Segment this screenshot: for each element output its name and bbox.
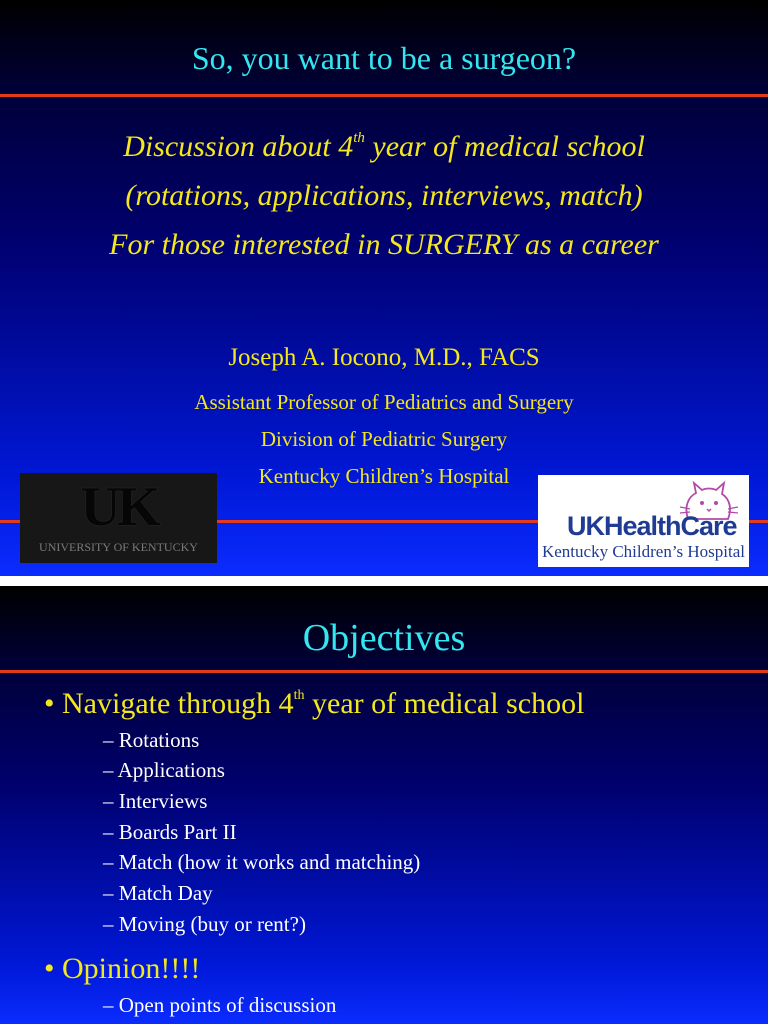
slide-title: So, you want to be a surgeon? [191, 40, 577, 76]
bullet-opinion-text: Opinion!!!! [62, 952, 201, 985]
objectives-slide [0, 586, 768, 1024]
uk-healthcare-logo [538, 475, 749, 567]
subtitle-line-1 [0, 130, 768, 164]
affiliation-division: Division of Pediatric Surgery [260, 427, 508, 451]
list-item-text: Moving (buy or rent?) [118, 912, 306, 936]
list-item-text: Applications [117, 758, 225, 782]
bullet-navigate [44, 687, 584, 721]
list-item: – Open points of discussion [103, 993, 337, 1017]
healthcare-logo-mark: UKHealthCare [567, 511, 737, 541]
list-item: – Match (how it works and matching) [103, 850, 421, 874]
list-item: – Boards Part II [103, 820, 237, 844]
bullet-marker: • [44, 952, 63, 985]
title-divider [0, 670, 768, 673]
affiliation-title: Assistant Professor of Pediatrics and Surgery [194, 390, 574, 414]
title-divider [0, 94, 768, 97]
list-item: – Match Day [103, 881, 213, 905]
affiliation-hospital: Kentucky Children’s Hospital [258, 464, 510, 488]
uk-logo-mark: UK [80, 476, 157, 538]
list-item: – Interviews [103, 789, 208, 813]
healthcare-logo-subtitle: Kentucky Children’s Hospital [541, 542, 746, 561]
list-item-text: Rotations [118, 728, 200, 752]
list-item: – Applications [103, 758, 225, 782]
ordinal-suffix: th [293, 688, 305, 703]
ordinal-suffix: th [353, 130, 365, 146]
university-of-kentucky-logo [20, 473, 217, 563]
subtitle-line-1-text: Discussion about 4 [123, 130, 354, 163]
uk-logo-subtitle: UNIVERSITY OF KENTUCKY [39, 540, 198, 554]
bullet-navigate-rest: year of medical school [304, 687, 585, 720]
list-item-text: Match (how it works and matching) [118, 850, 421, 874]
bullet-navigate-text: Navigate through 4 [62, 687, 294, 720]
author-name: Joseph A. Iocono, M.D., FACS [228, 344, 540, 371]
list-item-text: Interviews [118, 789, 208, 813]
subtitle-line-3: For those interested in SURGERY as a career [109, 228, 659, 261]
list-item-text: Open points of discussion [118, 993, 337, 1017]
subtitle-line-2: (rotations, applications, interviews, match) [125, 179, 643, 212]
bullet-marker: • [44, 687, 63, 720]
bullet-opinion [44, 952, 200, 986]
slide-title: Objectives [302, 617, 466, 659]
subtitle-line-1-rest: year of medical school [364, 130, 645, 163]
list-item-text: Boards Part II [118, 820, 237, 844]
list-item: – Moving (buy or rent?) [103, 912, 306, 936]
list-item-text: Match Day [118, 881, 213, 905]
list-item: – Rotations [103, 728, 200, 752]
